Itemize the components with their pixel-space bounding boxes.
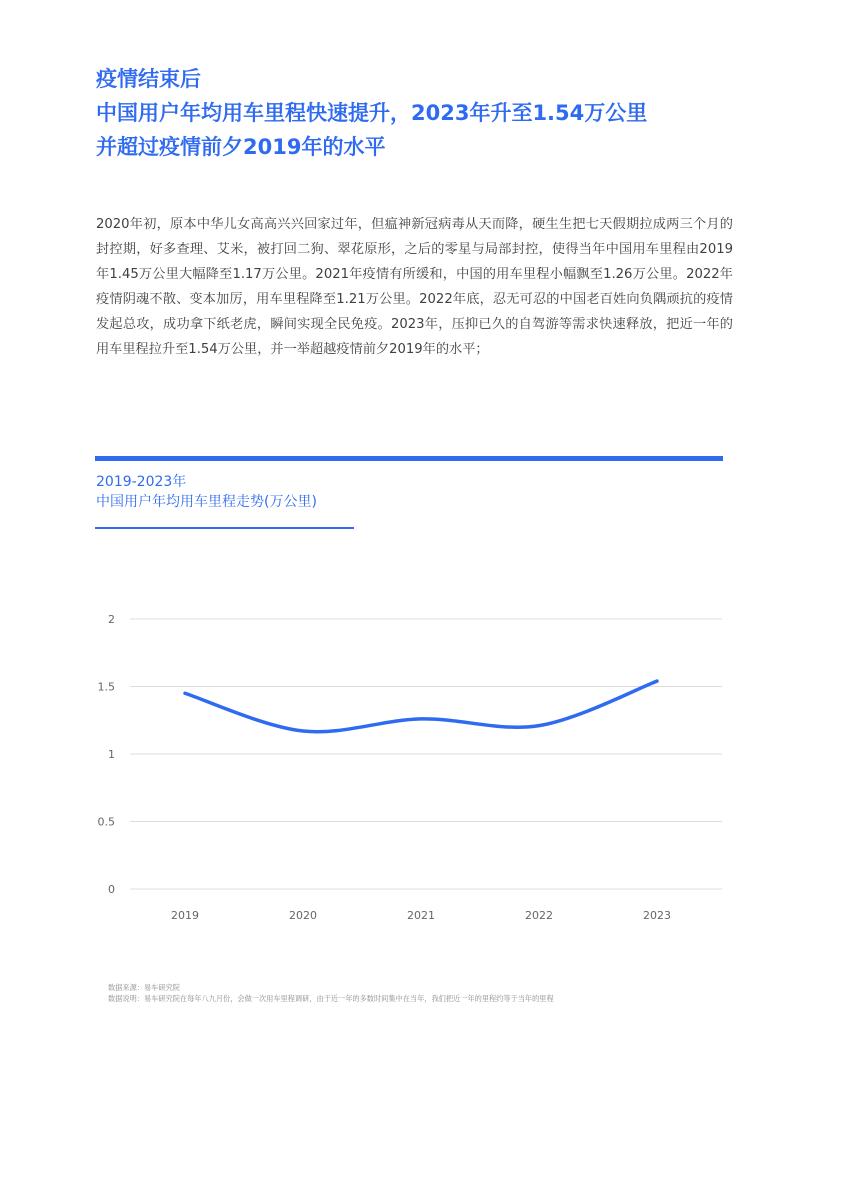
x-tick-label: 2019 bbox=[171, 909, 199, 922]
headline bbox=[96, 62, 796, 164]
section-divider bbox=[95, 456, 723, 461]
footnote bbox=[108, 983, 554, 1004]
headline-line-1: 疫情结束后 bbox=[96, 67, 201, 91]
chart-title-underline bbox=[95, 527, 354, 529]
data-point bbox=[538, 724, 541, 727]
series-line bbox=[185, 681, 657, 732]
footnote-source: 数据来源：易车研究院 bbox=[108, 983, 180, 992]
data-point bbox=[420, 717, 423, 720]
chart-title: 中国用户年均用车里程走势(万公里) bbox=[96, 494, 317, 510]
y-tick-label: 1 bbox=[108, 748, 115, 761]
x-tick-label: 2022 bbox=[525, 909, 553, 922]
data-point bbox=[184, 692, 187, 695]
chart-period: 2019-2023年 bbox=[96, 474, 187, 490]
x-tick-label: 2020 bbox=[289, 909, 317, 922]
body-paragraph: 2020年初，原本中华儿女高高兴兴回家过年，但瘟神新冠病毒从天而降，硬生生把七天假期拉成两三个月的封控期，好多查理、艾米，被打回二狗、翠花原形，之后的零星与局部封控，使得当年中国用车里程由2019年1.45万公里大幅降至1.17万公里。2021年疫情有所缓和，中国的用车里程小幅飘至1.26万公里。2022年疫情阴魂不散、变本加厉，用车里程降至1.21万公里。2022年底，忍无可忍的中国老百姓向负隅顽抗的疫情发起总攻，成功拿下纸老虎，瞬间实现全民免疫。2023年，压抑已久的自驾游等需求快速释放，把近一年的用车里程拉升至1.54万公里，并一举超越疫情前夕2019年的水平； bbox=[96, 217, 733, 357]
x-tick-label: 2021 bbox=[407, 909, 435, 922]
headline-line-2: 中国用户年均用车里程快速提升，2023年升至1.54万公里 bbox=[96, 101, 648, 125]
y-tick-label: 1.5 bbox=[97, 680, 115, 694]
chart-header bbox=[96, 472, 317, 512]
footnote-note: 数据说明：易车研究院在每年八九月份，会做一次用车里程调研，由于近一年的多数时间集中在当年，我们把近一年的里程约等于当年的里程 bbox=[108, 993, 554, 1003]
y-tick-label: 0 bbox=[108, 883, 115, 896]
y-tick-label: 2 bbox=[108, 613, 115, 626]
data-point bbox=[656, 680, 659, 683]
x-tick-label: 2023 bbox=[643, 909, 671, 922]
y-tick-label: 0.5 bbox=[97, 815, 115, 829]
data-point bbox=[302, 730, 305, 733]
headline-line-3: 并超过疫情前夕2019年的水平 bbox=[96, 135, 386, 159]
